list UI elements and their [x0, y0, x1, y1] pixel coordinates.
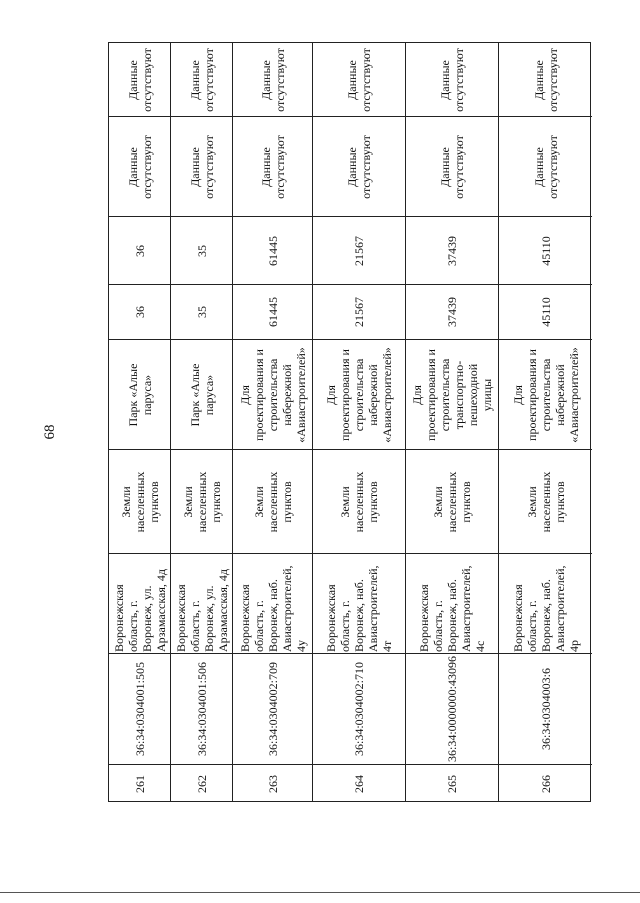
cell-text-area2: 37439	[445, 235, 459, 266]
table-cell-address	[406, 554, 498, 654]
cell-text-data1: Данные отсутствуют	[345, 134, 373, 199]
table-cell-use	[499, 340, 592, 450]
cell-text-data2: Данные отсутствуют	[531, 47, 560, 112]
table-cell-data1	[499, 117, 592, 217]
cell-text-data1: Данные отсутствуют	[438, 134, 466, 199]
table-cell-data2	[171, 43, 232, 117]
cell-text-address: Воронежская область, г. Воронеж, наб. Авиастроителей, 4т	[324, 564, 394, 652]
table-cell-data1	[406, 117, 498, 217]
table-row	[313, 43, 406, 801]
cell-text-use: Для проектирования и строительства транспортно- пешеходной улицы	[410, 348, 494, 441]
cell-text-area2: 45110	[538, 235, 553, 266]
cell-text-area2: 36	[132, 244, 147, 257]
cell-text-cadastral: 36:34:0304002:709	[265, 662, 280, 757]
cell-text-data2: Данные отсутствуют	[258, 47, 287, 112]
table-cell-area	[313, 285, 405, 340]
table-cell-use	[406, 340, 498, 450]
table-cell-num	[109, 765, 170, 803]
table-cell-data2	[233, 43, 312, 117]
land-plots-table	[108, 42, 591, 802]
table-cell-area	[233, 285, 312, 340]
cell-text-address: Воронежская область, г. Воронеж, наб. Авиастроителей, 4р	[510, 564, 581, 652]
table-cell-cadastral	[109, 654, 170, 765]
table-cell-category	[171, 450, 232, 554]
table-cell-data1	[233, 117, 312, 217]
cell-text-area: 35	[194, 306, 209, 318]
cell-text-num: 262	[194, 775, 209, 793]
cell-text-category: Земли населенных пунктов	[251, 471, 294, 532]
cell-text-area: 45110	[538, 297, 553, 327]
cell-text-use: Для проектирования и строительства набережной «Авиастроителей»	[324, 346, 394, 443]
cell-text-num: 266	[538, 775, 553, 793]
cell-text-category: Земли населенных пунктов	[180, 471, 223, 532]
table-cell-cadastral	[499, 654, 592, 765]
table-cell-category	[313, 450, 405, 554]
table-cell-cadastral	[406, 654, 498, 765]
table-cell-data2	[499, 43, 592, 117]
cell-text-area: 36	[132, 306, 147, 318]
table-cell-num	[499, 765, 592, 803]
table-cell-area	[171, 285, 232, 340]
cell-text-num: 263	[265, 775, 280, 793]
table-cell-area2	[171, 217, 232, 285]
table-cell-address	[233, 554, 312, 654]
table-cell-data2	[313, 43, 405, 117]
table-cell-area2	[233, 217, 312, 285]
table-cell-data1	[313, 117, 405, 217]
table-cell-cadastral	[171, 654, 232, 765]
table-cell-address	[109, 554, 170, 654]
cell-text-cadastral: 36:34:0000000:43096	[445, 656, 459, 763]
cell-text-area: 61445	[265, 297, 280, 327]
cell-text-category: Земли населенных пунктов	[524, 471, 567, 532]
cell-text-area2: 61445	[265, 235, 280, 266]
table-cell-data2	[406, 43, 498, 117]
cell-text-category: Земли населенных пунктов	[338, 471, 380, 532]
table-cell-num	[171, 765, 232, 803]
cell-text-use: Для проектирования и строительства набережной «Авиастроителей»	[510, 346, 581, 443]
cell-text-data2: Данные отсутствуют	[438, 47, 466, 112]
cell-text-data1: Данные отсутствуют	[258, 134, 287, 199]
cell-text-area: 21567	[352, 297, 366, 327]
table-cell-area2	[406, 217, 498, 285]
table-row	[233, 43, 313, 801]
table-cell-cadastral	[313, 654, 405, 765]
table-cell-area	[109, 285, 170, 340]
table-cell-area2	[313, 217, 405, 285]
table-cell-use	[233, 340, 312, 450]
cell-text-category: Земли населенных пунктов	[431, 471, 473, 532]
table-cell-area2	[109, 217, 170, 285]
cell-text-category: Земли населенных пунктов	[118, 471, 161, 532]
cell-text-cadastral: 36:34:0304001:505	[132, 662, 147, 757]
cell-text-cadastral: 36:34:0304003:6	[538, 668, 553, 751]
table-cell-address	[499, 554, 592, 654]
table-row	[499, 43, 592, 801]
cell-text-use: Парк «Алые паруса»	[125, 363, 154, 426]
cell-text-cadastral: 36:34:0304002:710	[352, 662, 366, 757]
cell-text-num: 264	[352, 775, 366, 793]
table-cell-category	[406, 450, 498, 554]
table-cell-area2	[499, 217, 592, 285]
table-cell-category	[499, 450, 592, 554]
table-cell-area	[499, 285, 592, 340]
cell-text-data1: Данные отсутствуют	[187, 134, 216, 199]
cell-text-num: 265	[445, 775, 459, 793]
cell-text-address: Воронежская область, г. Воронеж, наб. Авиастроителей, 4у	[237, 564, 308, 652]
table-cell-data2	[109, 43, 170, 117]
table-cell-category	[233, 450, 312, 554]
cell-text-data2: Данные отсутствуют	[125, 47, 154, 112]
table-cell-data1	[109, 117, 170, 217]
cell-text-address: Воронежская область, г. Воронеж, ул. Арзамасская, 4д	[111, 568, 168, 652]
cell-text-address: Воронежская область, г. Воронеж, наб. Авиастроителей, 4с	[417, 564, 487, 652]
table-cell-address	[171, 554, 232, 654]
table-cell-num	[313, 765, 405, 803]
table-cell-category	[109, 450, 170, 554]
cell-text-num: 261	[132, 775, 147, 793]
table-cell-data1	[171, 117, 232, 217]
cell-text-area: 37439	[445, 297, 459, 327]
cell-text-area2: 21567	[352, 235, 366, 266]
cell-text-use: Парк «Алые паруса»	[187, 363, 216, 426]
table-cell-use	[109, 340, 170, 450]
cell-text-address: Воронежская область, г. Воронеж, ул. Арзамасская, 4д	[173, 568, 230, 652]
cell-text-data2: Данные отсутствуют	[345, 47, 373, 112]
cell-text-data1: Данные отсутствуют	[531, 134, 560, 199]
table-cell-use	[313, 340, 405, 450]
cell-text-data2: Данные отсутствуют	[187, 47, 216, 112]
cell-text-area2: 35	[194, 244, 209, 257]
cell-text-cadastral: 36:34:0304001:506	[194, 662, 209, 757]
table-row	[109, 43, 171, 801]
cell-text-use: Для проектирования и строительства набережной «Авиастроителей»	[237, 346, 308, 443]
table-cell-address	[313, 554, 405, 654]
table-row	[406, 43, 499, 801]
table-cell-area	[406, 285, 498, 340]
cell-text-data1: Данные отсутствуют	[125, 134, 154, 199]
bottom-rule	[0, 892, 640, 893]
table-cell-num	[233, 765, 312, 803]
table-row	[171, 43, 233, 801]
table-cell-use	[171, 340, 232, 450]
table-cell-num	[406, 765, 498, 803]
page-number: 68	[42, 424, 58, 440]
table-cell-cadastral	[233, 654, 312, 765]
